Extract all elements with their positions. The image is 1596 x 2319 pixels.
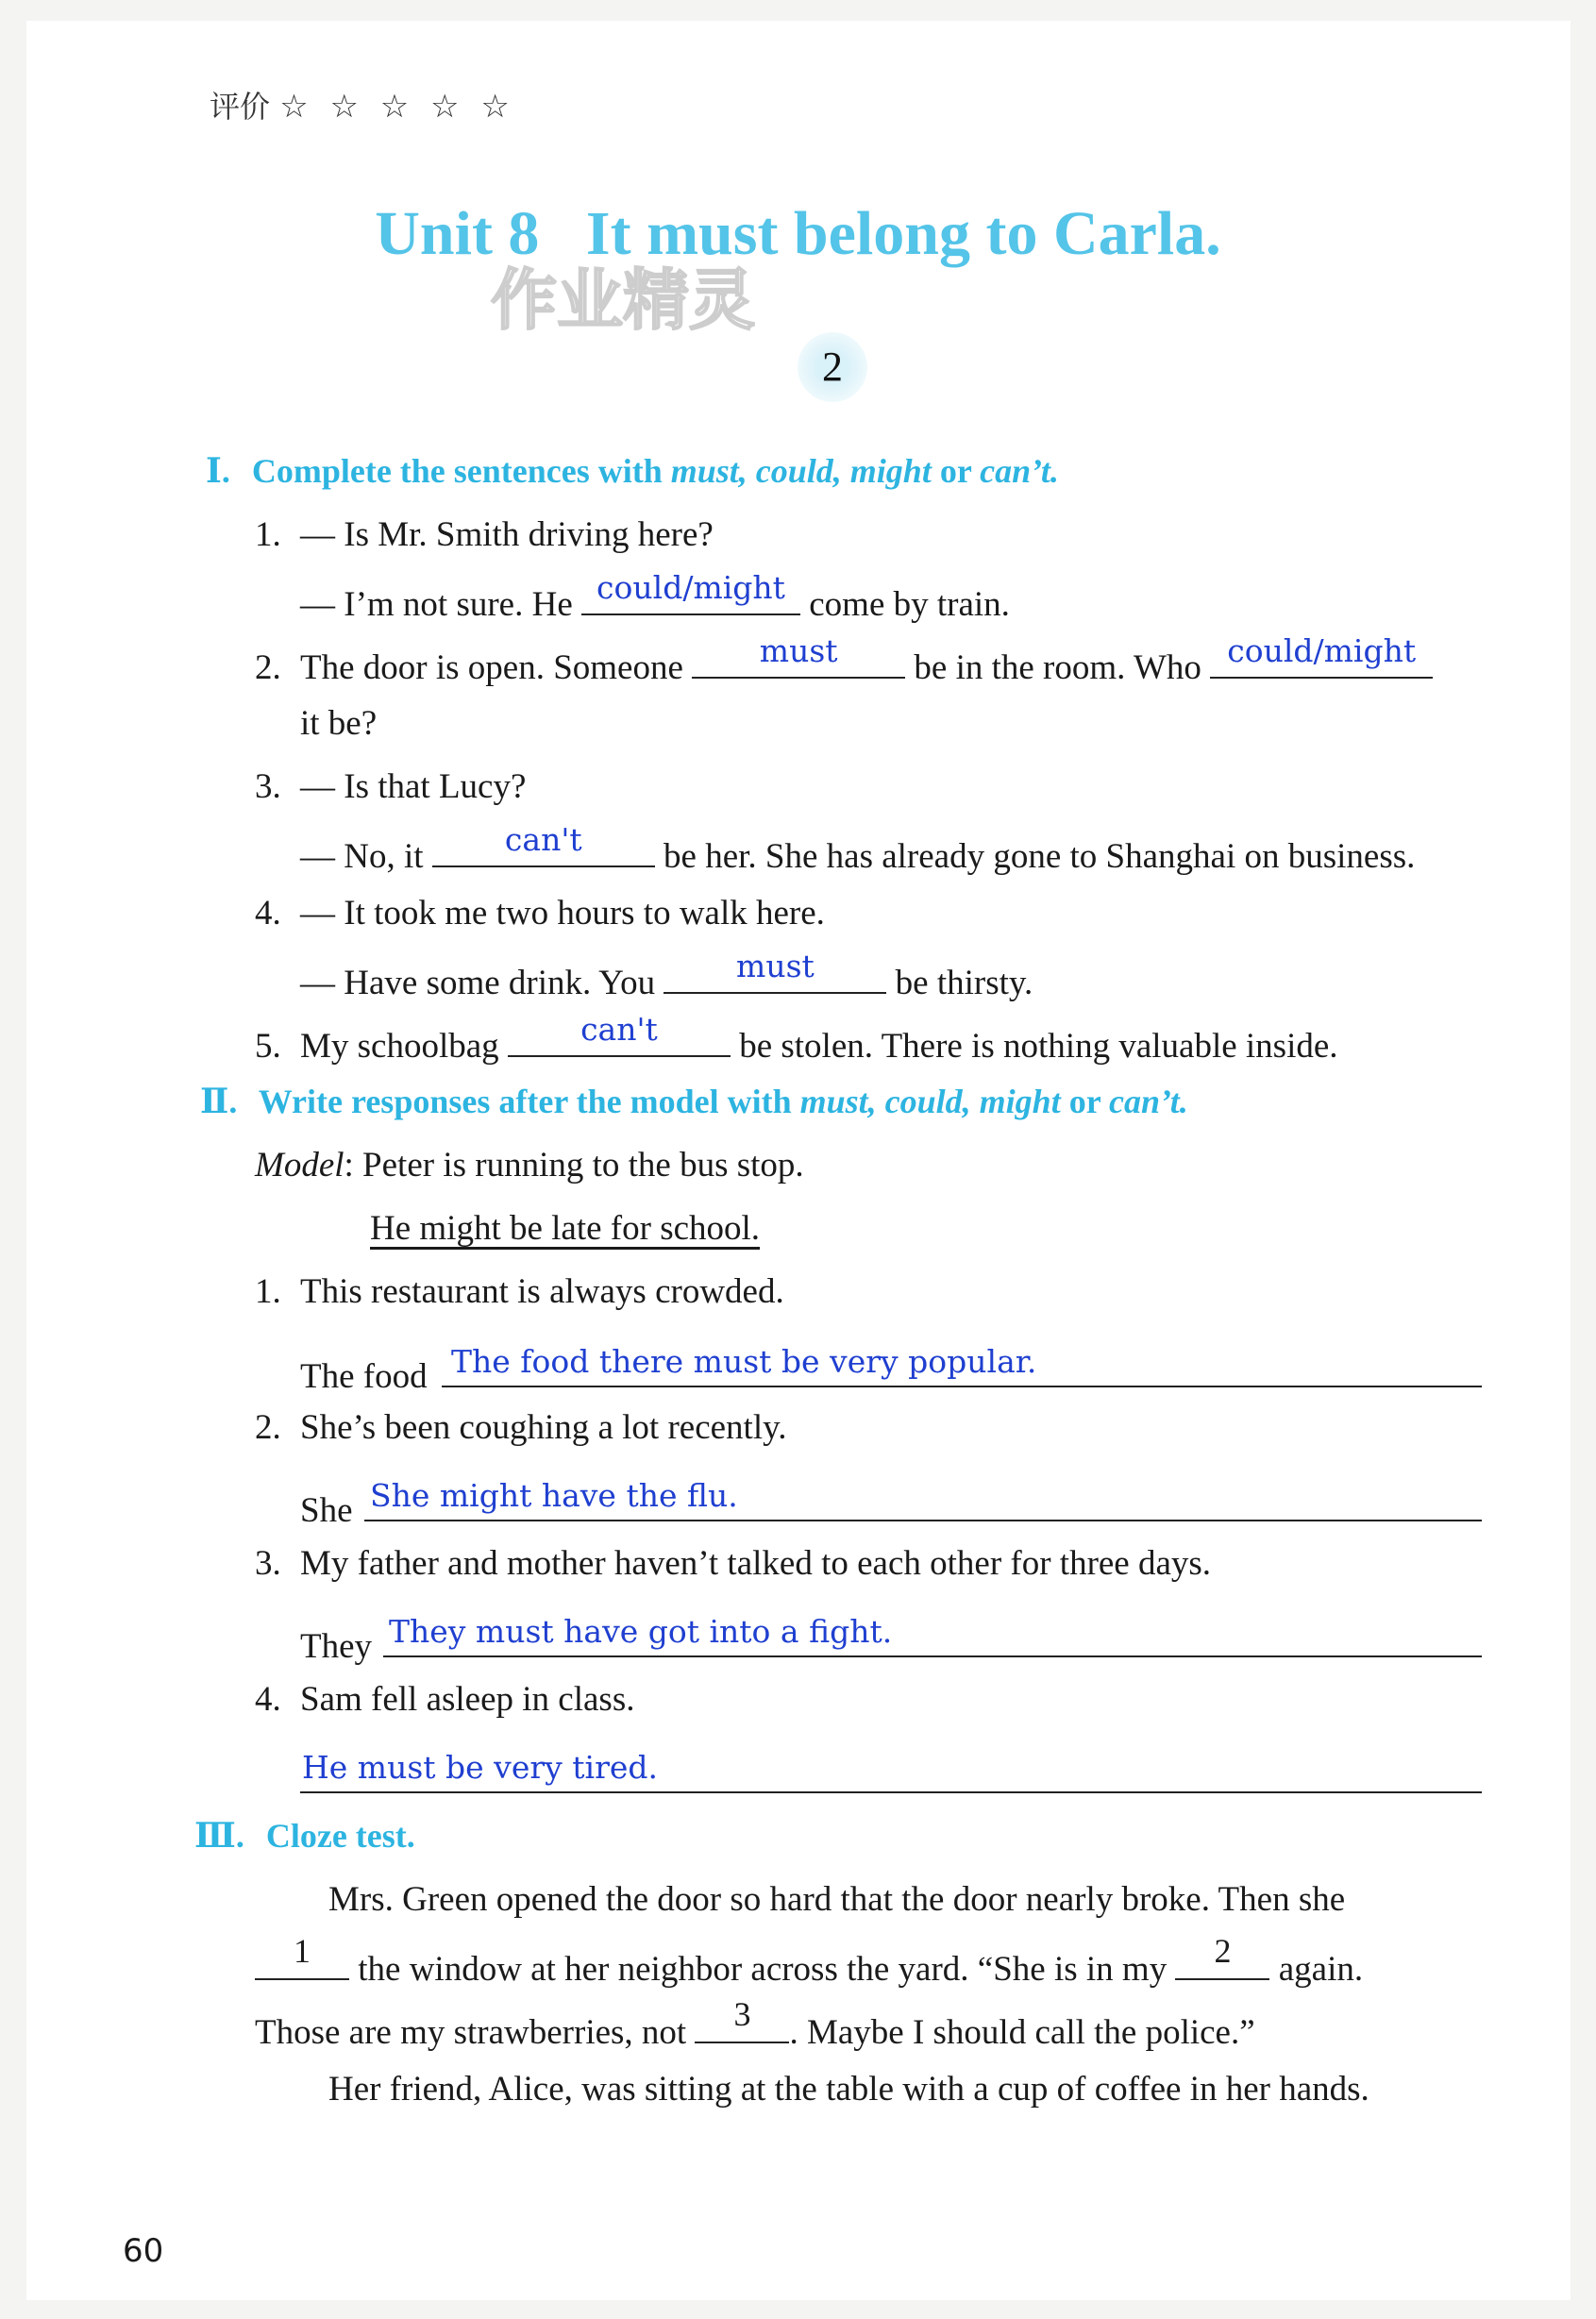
s1-item4-line1 <box>255 893 825 933</box>
cloze-blank-number: 1 <box>294 1932 311 1970</box>
model-prompt: : Peter is running to the bus stop. <box>344 1146 804 1185</box>
answer-line[interactable] <box>442 1386 1482 1387</box>
item-number: 3. <box>255 1544 281 1583</box>
watermark: 作业精灵 <box>491 261 755 339</box>
answer-text: must <box>759 632 838 669</box>
item-text: Sam fell asleep in class. <box>300 1680 635 1719</box>
item-number: 1. <box>255 1272 281 1311</box>
section3-roman: Ⅲ. <box>194 1817 244 1855</box>
item-number: 2. <box>255 648 281 687</box>
model-answer: He might be late for school. <box>370 1209 761 1248</box>
section1-heading <box>206 451 1059 491</box>
item-text: — It took me two hours to walk here. <box>300 894 825 933</box>
s1-item3-line1 <box>255 766 526 807</box>
section2-kw1: must, could, might <box>799 1083 1061 1120</box>
answer-text: can't <box>580 1011 658 1048</box>
rating-stars[interactable]: ☆ ☆ ☆ ☆ ☆ <box>279 88 515 126</box>
cloze-blank[interactable] <box>695 1995 789 2043</box>
s2-item1-response <box>300 1331 1482 1396</box>
item-text: The door is open. Someone <box>300 648 683 687</box>
item-text: My schoolbag <box>300 1027 499 1066</box>
s2-item1-prompt <box>255 1271 784 1312</box>
s1-item2-line2: it be? <box>300 704 378 743</box>
cloze-blank-number: 2 <box>1214 1932 1232 1970</box>
item-text: — Have some drink. You <box>300 964 656 1002</box>
cloze-blank[interactable] <box>255 1932 349 1980</box>
answer-text: can't <box>504 821 582 858</box>
cloze-text: again. <box>1278 1950 1364 1989</box>
item-number: 1. <box>255 515 281 554</box>
item-number: 5. <box>255 1027 281 1066</box>
rating-row <box>210 83 515 126</box>
answer-blank[interactable] <box>692 632 905 679</box>
answer-text: could/might <box>596 569 785 606</box>
s1-item2-line1 <box>255 632 1433 688</box>
s1-item4-line2 <box>300 948 1033 1003</box>
item-text: This restaurant is always crowded. <box>300 1272 784 1311</box>
item-text: come by train. <box>809 585 1010 624</box>
section2-kw2: can’t. <box>1109 1083 1188 1120</box>
model-prompt-line <box>255 1145 804 1185</box>
cloze-text: the window at her neighbor across the yard. “She is in my <box>358 1950 1168 1989</box>
item-text: She’s been coughing a lot recently. <box>300 1408 787 1447</box>
cloze-p1-line3 <box>255 1995 1255 2053</box>
rating-label: 评价 <box>210 89 271 125</box>
section2-or: or <box>1068 1083 1101 1120</box>
answer-line[interactable] <box>364 1520 1482 1521</box>
section1-or: or <box>939 452 972 490</box>
answer-line[interactable] <box>300 1791 1482 1793</box>
s2-item4-prompt <box>255 1679 634 1720</box>
answer-blank[interactable] <box>1210 632 1433 679</box>
s2-item2-response <box>300 1465 1482 1530</box>
section3-heading-text: Cloze test. <box>265 1817 415 1855</box>
cloze-p1-line2 <box>255 1932 1364 1990</box>
answer-text: They must have got into a fight. <box>389 1613 893 1650</box>
cloze-p1-line1: Mrs. Green opened the door so hard that the door nearly broke. Then she <box>328 1880 1346 1919</box>
item-text: — Is that Lucy? <box>300 767 527 806</box>
answer-line[interactable] <box>383 1655 1482 1657</box>
section2-heading-text: Write responses after the model with <box>258 1083 792 1120</box>
page-number: 60 <box>123 2232 164 2270</box>
answer-blank[interactable] <box>432 821 655 867</box>
item-text: — No, it <box>300 837 424 876</box>
item-number: 2. <box>255 1408 281 1447</box>
answer-blank[interactable] <box>581 569 800 615</box>
section2-roman: Ⅱ. <box>200 1083 238 1120</box>
item-text: My father and mother haven’t talked to each other for three days. <box>300 1544 1212 1583</box>
cloze-p2-line1: Her friend, Alice, was sitting at the table with a cup of coffee in her hands. <box>328 2070 1369 2109</box>
section1-roman: Ⅰ. <box>206 452 230 490</box>
cloze-blank-number: 3 <box>733 1995 751 2033</box>
answer-blank[interactable] <box>664 948 886 994</box>
answer-text: He must be very tired. <box>302 1749 658 1786</box>
s2-item2-prompt <box>255 1407 786 1448</box>
item-text: be stolen. There is nothing valuable inside. <box>739 1027 1338 1066</box>
lesson-number-badge: 2 <box>798 332 867 402</box>
answer-text: could/might <box>1227 632 1417 669</box>
section1-kw1: must, could, might <box>670 452 932 490</box>
unit-title: Unit 8 It must belong to Carla. <box>375 199 1221 268</box>
s1-item1-line2 <box>300 569 1010 625</box>
response-lead: They <box>300 1627 373 1666</box>
s1-item3-line2 <box>300 821 1416 877</box>
item-text: be thirsty. <box>895 964 1033 1002</box>
item-number: 4. <box>255 1680 281 1719</box>
s2-item3-prompt <box>255 1543 1211 1584</box>
model-label: Model <box>255 1146 344 1185</box>
section1-kw2: can’t. <box>980 452 1059 490</box>
answer-blank[interactable] <box>508 1011 731 1057</box>
cloze-text: Those are my strawberries, not <box>255 2013 687 2052</box>
answer-text: The food there must be very popular. <box>451 1343 1037 1380</box>
response-lead: She <box>300 1491 353 1530</box>
cloze-blank[interactable] <box>1175 1932 1269 1980</box>
s1-item1-line1 <box>255 514 714 555</box>
item-text: — I’m not sure. He <box>300 585 573 624</box>
item-text: — Is Mr. Smith driving here? <box>300 515 714 554</box>
s2-item4-response <box>300 1737 1482 1793</box>
s1-item5-line1 <box>255 1011 1338 1067</box>
response-lead: The food <box>300 1357 428 1396</box>
section2-heading <box>200 1082 1188 1121</box>
section1-heading-text: Complete the sentences with <box>251 452 663 490</box>
item-text: be in the room. Who <box>914 648 1201 687</box>
item-number: 3. <box>255 767 281 806</box>
s2-item3-response <box>300 1601 1482 1666</box>
section3-heading <box>194 1816 415 1856</box>
cloze-text: . Maybe I should call the police.” <box>789 2013 1255 2052</box>
item-text: be her. She has already gone to Shanghai on business. <box>664 837 1416 876</box>
answer-text: must <box>736 948 815 984</box>
item-number: 4. <box>255 894 281 933</box>
answer-text: She might have the flu. <box>370 1477 738 1514</box>
